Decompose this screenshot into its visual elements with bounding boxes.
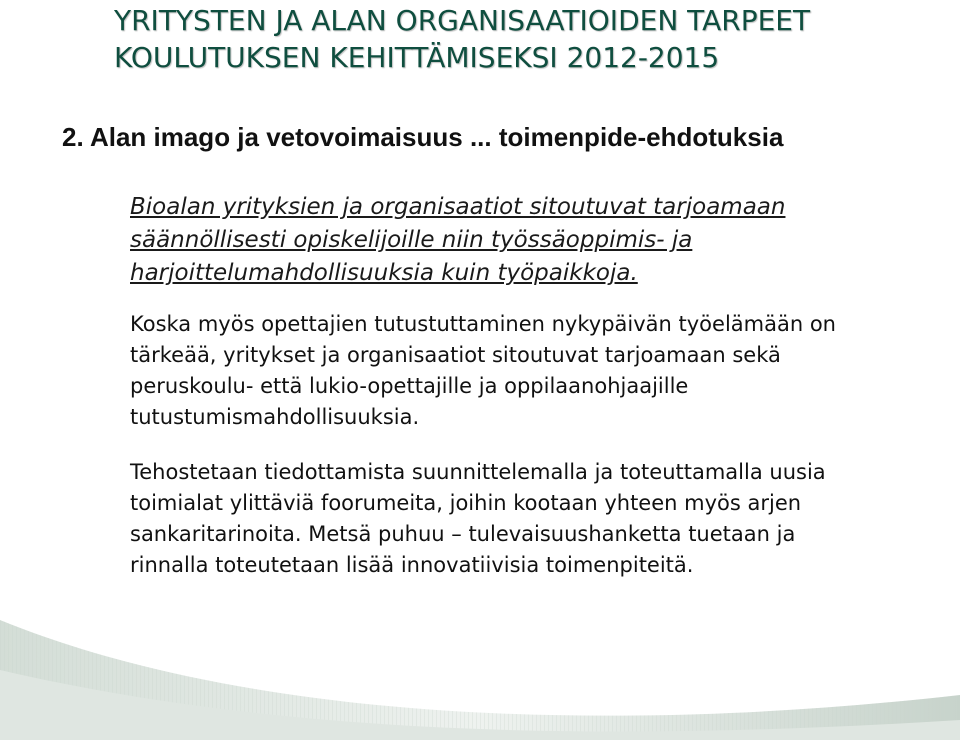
paragraph-2-line-2: toimialat ylittäviä foorumeita, joihin kootaan yhteen myös arjen <box>130 491 802 515</box>
lead-line-1: Bioalan yrityksien ja organisaatiot sitoutuvat tarjoamaan <box>130 194 786 220</box>
decorative-wave-band <box>0 600 960 740</box>
paragraph-1-line-4: tutustumismahdollisuuksia. <box>130 405 420 429</box>
slide-title-line-2: KOULUTUKSEN KEHITTÄMISEKSI 2012-2015 <box>114 41 720 74</box>
slide-title <box>114 2 810 76</box>
lead-line-2: säännöllisesti opiskelijoille niin työssäoppimis- ja <box>130 227 693 253</box>
paragraph-teachers <box>130 309 836 433</box>
paragraph-1-line-3: peruskoulu- että lukio-opettajille ja oppilaanohjaajille <box>130 374 689 398</box>
paragraph-1-line-1: Koska myös opettajien tutustuttaminen nykypäivän työelämään on <box>130 312 836 336</box>
paragraph-1-line-2: tärkeää, yritykset ja organisaatiot sitoutuvat tarjoamaan sekä <box>130 343 781 367</box>
section-heading: 2. Alan imago ja vetovoimaisuus ... toimenpide-ehdotuksia <box>62 122 784 152</box>
paragraph-2-line-4: rinnalla toteutetaan lisää innovatiivisia toimenpiteitä. <box>130 553 694 577</box>
lead-statement <box>130 191 785 290</box>
lead-line-3: harjoittelumahdollisuuksia kuin työpaikkoja. <box>130 260 638 286</box>
paragraph-communication <box>130 457 826 581</box>
paragraph-2-line-1: Tehostetaan tiedottamista suunnittelemalla ja toteuttamalla uusia <box>130 460 826 484</box>
slide-title-line-1: YRITYSTEN JA ALAN ORGANISAATIOIDEN TARPEET <box>114 4 811 37</box>
paragraph-2-line-3: sankaritarinoita. Metsä puhuu – tulevaisuushanketta tuetaan ja <box>130 522 796 546</box>
